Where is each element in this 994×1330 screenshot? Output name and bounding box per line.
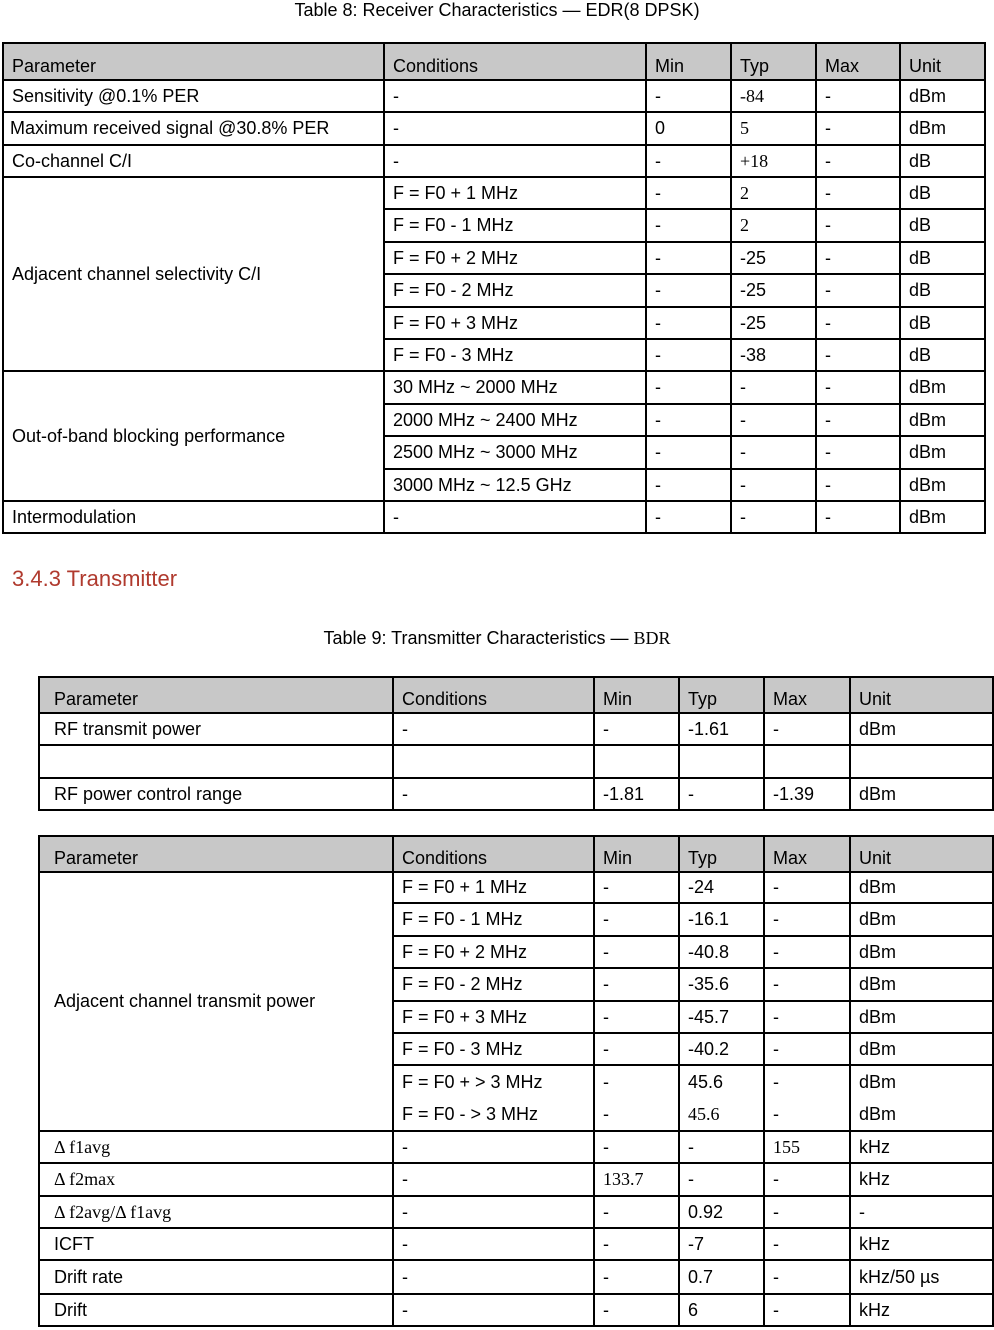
cell-max: -	[816, 209, 900, 242]
table-row	[3, 112, 985, 145]
cell-unit: dBm	[900, 501, 985, 533]
cell-min: -	[594, 713, 679, 745]
cell-min: -	[594, 1001, 679, 1033]
cell-typ: -40.8	[679, 936, 764, 968]
header-parameter: Parameter	[39, 836, 393, 872]
table-row	[3, 80, 985, 112]
cell-unit: dBm	[859, 1104, 897, 1124]
cell-typ: -	[679, 1131, 764, 1163]
cell-max: -	[816, 404, 900, 436]
cell-unit: dBm	[850, 778, 993, 810]
cell-unit: dBm	[900, 371, 985, 404]
cell-typ: -16.1	[679, 903, 764, 936]
header-conditions: Conditions	[384, 43, 646, 80]
table-row	[3, 177, 985, 209]
header-min: Min	[594, 677, 679, 713]
cell-typ: -	[731, 404, 816, 436]
cell-min: -	[594, 1033, 679, 1065]
table-9-caption	[0, 628, 994, 649]
cell-unit: dBm	[900, 469, 985, 501]
cell-unit: dB	[900, 339, 985, 371]
cell-max: -	[764, 1228, 850, 1260]
cell-unit: kHz	[850, 1294, 993, 1326]
cell-unit: dB	[900, 242, 985, 274]
cell-conditions: F = F0 + 3 MHz	[393, 1001, 594, 1033]
cell-min: -	[646, 242, 731, 274]
cell-conditions: 2500 MHz ~ 3000 MHz	[384, 436, 646, 469]
cell-min: -	[646, 177, 731, 209]
cell-max: -	[816, 112, 900, 145]
cell-parameter-acp: Adjacent channel transmit power	[39, 872, 393, 1131]
cell-conditions: F = F0 + 1 MHz	[384, 177, 646, 209]
header-typ: Typ	[679, 677, 764, 713]
header-typ: Typ	[731, 43, 816, 80]
header-min: Min	[594, 836, 679, 872]
cell-conditions: F = F0 + 2 MHz	[393, 936, 594, 968]
cell-conditions: -	[393, 713, 594, 745]
table-9-transmitter-characteristics	[38, 676, 994, 811]
cell-max: -	[816, 469, 900, 501]
cell-max: -	[764, 1260, 850, 1294]
cell-unit: dB	[900, 307, 985, 339]
cell-conditions: F = F0 - 2 MHz	[384, 274, 646, 307]
cell-max: -	[816, 80, 900, 112]
table-row	[39, 1163, 993, 1196]
header-max: Max	[764, 836, 850, 872]
cell-conditions: -	[393, 1131, 594, 1163]
header-unit: Unit	[900, 43, 985, 80]
cell-min: -	[646, 307, 731, 339]
cell-conditions: F = F0 + > 3 MHz	[402, 1072, 543, 1092]
cell-typ: -35.6	[679, 968, 764, 1001]
cell-min: -	[603, 1104, 609, 1124]
cell-min: -	[646, 371, 731, 404]
cell-max: -	[816, 436, 900, 469]
cell-typ: 45.6	[688, 1072, 724, 1092]
table-8-caption: Table 8: Receiver Characteristics — EDR(8 DPSK)	[294, 0, 700, 20]
cell-max: -	[816, 242, 900, 274]
cell-unit: dBm	[850, 713, 993, 745]
cell-typ: 6	[679, 1294, 764, 1326]
table-row	[3, 371, 985, 404]
cell-max: -	[764, 968, 850, 1001]
cell-conditions: -	[393, 1260, 594, 1294]
cell-unit-pair	[850, 1065, 993, 1131]
cell-typ: -	[679, 778, 764, 810]
cell-typ: -40.2	[679, 1033, 764, 1065]
cell-max: -	[764, 1196, 850, 1228]
cell-parameter: Maximum received signal @30.8% PER	[3, 112, 384, 145]
cell-conditions: -	[384, 80, 646, 112]
cell-max-pair	[764, 1065, 850, 1131]
cell-parameter: Intermodulation	[3, 501, 384, 533]
cell-min: 0	[646, 112, 731, 145]
cell-typ: -45.7	[679, 1001, 764, 1033]
cell-typ: -84	[731, 80, 816, 112]
table-row	[39, 1196, 993, 1228]
header-typ: Typ	[679, 836, 764, 872]
cell-typ: -	[679, 1163, 764, 1196]
header-max: Max	[816, 43, 900, 80]
cell-max: -	[816, 177, 900, 209]
header-parameter: Parameter	[39, 677, 393, 713]
cell-unit: dBm	[859, 1072, 897, 1092]
cell-conditions: 2000 MHz ~ 2400 MHz	[384, 404, 646, 436]
cell-min: -	[646, 404, 731, 436]
header-unit: Unit	[850, 677, 993, 713]
cell-min: 133.7	[594, 1163, 679, 1196]
table-row	[39, 778, 993, 810]
cell-typ: -25	[731, 274, 816, 307]
cell-max: -	[816, 307, 900, 339]
cell-conditions: F = F0 - > 3 MHz	[402, 1104, 539, 1124]
cell-conditions: F = F0 + 2 MHz	[384, 242, 646, 274]
cell-max: -	[764, 713, 850, 745]
cell-min: -	[594, 1131, 679, 1163]
table-row	[39, 1294, 993, 1326]
cell-conditions: F = F0 + 1 MHz	[393, 872, 594, 903]
cell-conditions: F = F0 + 3 MHz	[384, 307, 646, 339]
cell-parameter: Δ f2avg/Δ f1avg	[39, 1196, 393, 1228]
cell-max: -	[764, 1033, 850, 1065]
cell-conditions: -	[393, 778, 594, 810]
cell-conditions: -	[393, 1163, 594, 1196]
cell-conditions: -	[384, 145, 646, 177]
cell-typ: -1.61	[679, 713, 764, 745]
cell-unit: dBm	[900, 436, 985, 469]
table-header-row	[3, 43, 985, 80]
cell-conditions: -	[393, 1196, 594, 1228]
cell-conditions: 30 MHz ~ 2000 MHz	[384, 371, 646, 404]
cell-parameter: Δ f2max	[39, 1163, 393, 1196]
cell-min: -	[646, 209, 731, 242]
cell-unit: dBm	[850, 968, 993, 1001]
cell-max: -	[816, 371, 900, 404]
cell-parameter: Co-channel C/I	[3, 145, 384, 177]
cell-typ: 45.6	[688, 1104, 720, 1124]
table-row	[3, 145, 985, 177]
table-row-empty	[39, 745, 993, 778]
cell-typ: 5	[731, 112, 816, 145]
cell-parameter: RF transmit power	[39, 713, 393, 745]
cell-unit: dBm	[850, 1001, 993, 1033]
cell-parameter: Sensitivity @0.1% PER	[3, 80, 384, 112]
cell-max: -1.39	[764, 778, 850, 810]
cell-parameter	[39, 745, 393, 778]
cell-typ: -	[731, 501, 816, 533]
table-8-receiver-characteristics	[2, 42, 986, 534]
cell-min: -	[603, 1072, 609, 1092]
cell-unit: -	[850, 1196, 993, 1228]
cell-typ: -25	[731, 242, 816, 274]
cell-parameter: Drift rate	[39, 1260, 393, 1294]
cell-unit: dBm	[850, 872, 993, 903]
cell-typ: -25	[731, 307, 816, 339]
header-unit: Unit	[850, 836, 993, 872]
cell-max: -	[816, 145, 900, 177]
cell-min: -	[646, 145, 731, 177]
table-row	[39, 1131, 993, 1163]
cell-max: -	[773, 1104, 779, 1124]
cell-conditions: -	[393, 1228, 594, 1260]
cell-unit: dBm	[900, 404, 985, 436]
cell-conditions: F = F0 - 1 MHz	[393, 903, 594, 936]
cell-typ: 0.7	[679, 1260, 764, 1294]
cell-max: -	[764, 872, 850, 903]
table-row	[39, 713, 993, 745]
cell-max: 155	[764, 1131, 850, 1163]
cell-conditions: 3000 MHz ~ 12.5 GHz	[384, 469, 646, 501]
table-10-transmitter-characteristics	[38, 835, 994, 1327]
table-row	[39, 1228, 993, 1260]
cell-unit: dBm	[900, 80, 985, 112]
cell-unit: dB	[900, 177, 985, 209]
cell-unit: dB	[900, 209, 985, 242]
cell-parameter-oob: Out-of-band blocking performance	[3, 371, 384, 501]
cell-max: -	[816, 339, 900, 371]
header-min: Min	[646, 43, 731, 80]
cell-conditions: -	[384, 112, 646, 145]
cell-unit: dB	[900, 145, 985, 177]
section-heading: 3.4.3 Transmitter	[12, 566, 178, 591]
cell-min: -	[646, 469, 731, 501]
cell-unit: dB	[900, 274, 985, 307]
header-conditions: Conditions	[393, 836, 594, 872]
cell-unit: kHz	[850, 1131, 993, 1163]
cell-conditions: -	[384, 501, 646, 533]
cell-min	[594, 745, 679, 778]
cell-unit	[850, 745, 993, 778]
header-conditions: Conditions	[393, 677, 594, 713]
cell-typ	[679, 745, 764, 778]
table-9-caption-suffix: BDR	[633, 628, 671, 648]
header-parameter: Parameter	[3, 43, 384, 80]
cell-min: -	[594, 903, 679, 936]
cell-conditions: -	[393, 1294, 594, 1326]
cell-min: -	[594, 1196, 679, 1228]
cell-typ: -24	[679, 872, 764, 903]
cell-max: -	[816, 501, 900, 533]
cell-typ: -	[731, 436, 816, 469]
cell-conditions: F = F0 - 3 MHz	[393, 1033, 594, 1065]
cell-parameter: Δ f1avg	[39, 1131, 393, 1163]
cell-unit: kHz	[850, 1228, 993, 1260]
cell-max: -	[816, 274, 900, 307]
cell-conditions-pair	[393, 1065, 594, 1131]
cell-conditions	[393, 745, 594, 778]
cell-unit: kHz	[850, 1163, 993, 1196]
cell-typ: -	[731, 469, 816, 501]
cell-typ: +18	[731, 145, 816, 177]
cell-min: -	[646, 274, 731, 307]
cell-min: -	[646, 80, 731, 112]
cell-min: -	[594, 936, 679, 968]
cell-typ: -7	[679, 1228, 764, 1260]
cell-max	[764, 745, 850, 778]
cell-max: -	[764, 936, 850, 968]
cell-max: -	[764, 1001, 850, 1033]
cell-conditions: F = F0 - 2 MHz	[393, 968, 594, 1001]
cell-typ-pair	[679, 1065, 764, 1131]
cell-conditions: F = F0 - 1 MHz	[384, 209, 646, 242]
cell-unit: dBm	[850, 1033, 993, 1065]
cell-parameter: Drift	[39, 1294, 393, 1326]
cell-parameter-acs: Adjacent channel selectivity C/I	[3, 177, 384, 371]
cell-typ: -38	[731, 339, 816, 371]
cell-parameter: ICFT	[39, 1228, 393, 1260]
cell-parameter: RF power control range	[39, 778, 393, 810]
cell-typ: 0.92	[679, 1196, 764, 1228]
table-header-row	[39, 836, 993, 872]
cell-min: -	[594, 1228, 679, 1260]
cell-unit: dBm	[900, 112, 985, 145]
cell-unit: dBm	[850, 936, 993, 968]
cell-typ: -	[731, 371, 816, 404]
cell-max: -	[773, 1072, 779, 1092]
cell-min: -	[646, 339, 731, 371]
cell-typ: 2	[731, 209, 816, 242]
cell-min: -	[646, 436, 731, 469]
cell-unit: dBm	[850, 903, 993, 936]
cell-min: -1.81	[594, 778, 679, 810]
cell-max: -	[764, 1294, 850, 1326]
cell-min: -	[594, 1294, 679, 1326]
cell-conditions: F = F0 - 3 MHz	[384, 339, 646, 371]
table-row	[39, 1260, 993, 1294]
cell-min: -	[594, 968, 679, 1001]
cell-min: -	[594, 1260, 679, 1294]
cell-max: -	[764, 903, 850, 936]
table-9-caption-prefix: Table 9: Transmitter Characteristics —	[323, 628, 634, 648]
cell-min-pair	[594, 1065, 679, 1131]
cell-unit: kHz/50 µs	[850, 1260, 993, 1294]
table-row	[3, 501, 985, 533]
header-max: Max	[764, 677, 850, 713]
cell-max: -	[764, 1163, 850, 1196]
table-row	[39, 872, 993, 903]
table-header-row	[39, 677, 993, 713]
cell-min: -	[594, 872, 679, 903]
cell-typ: 2	[731, 177, 816, 209]
cell-min: -	[646, 501, 731, 533]
